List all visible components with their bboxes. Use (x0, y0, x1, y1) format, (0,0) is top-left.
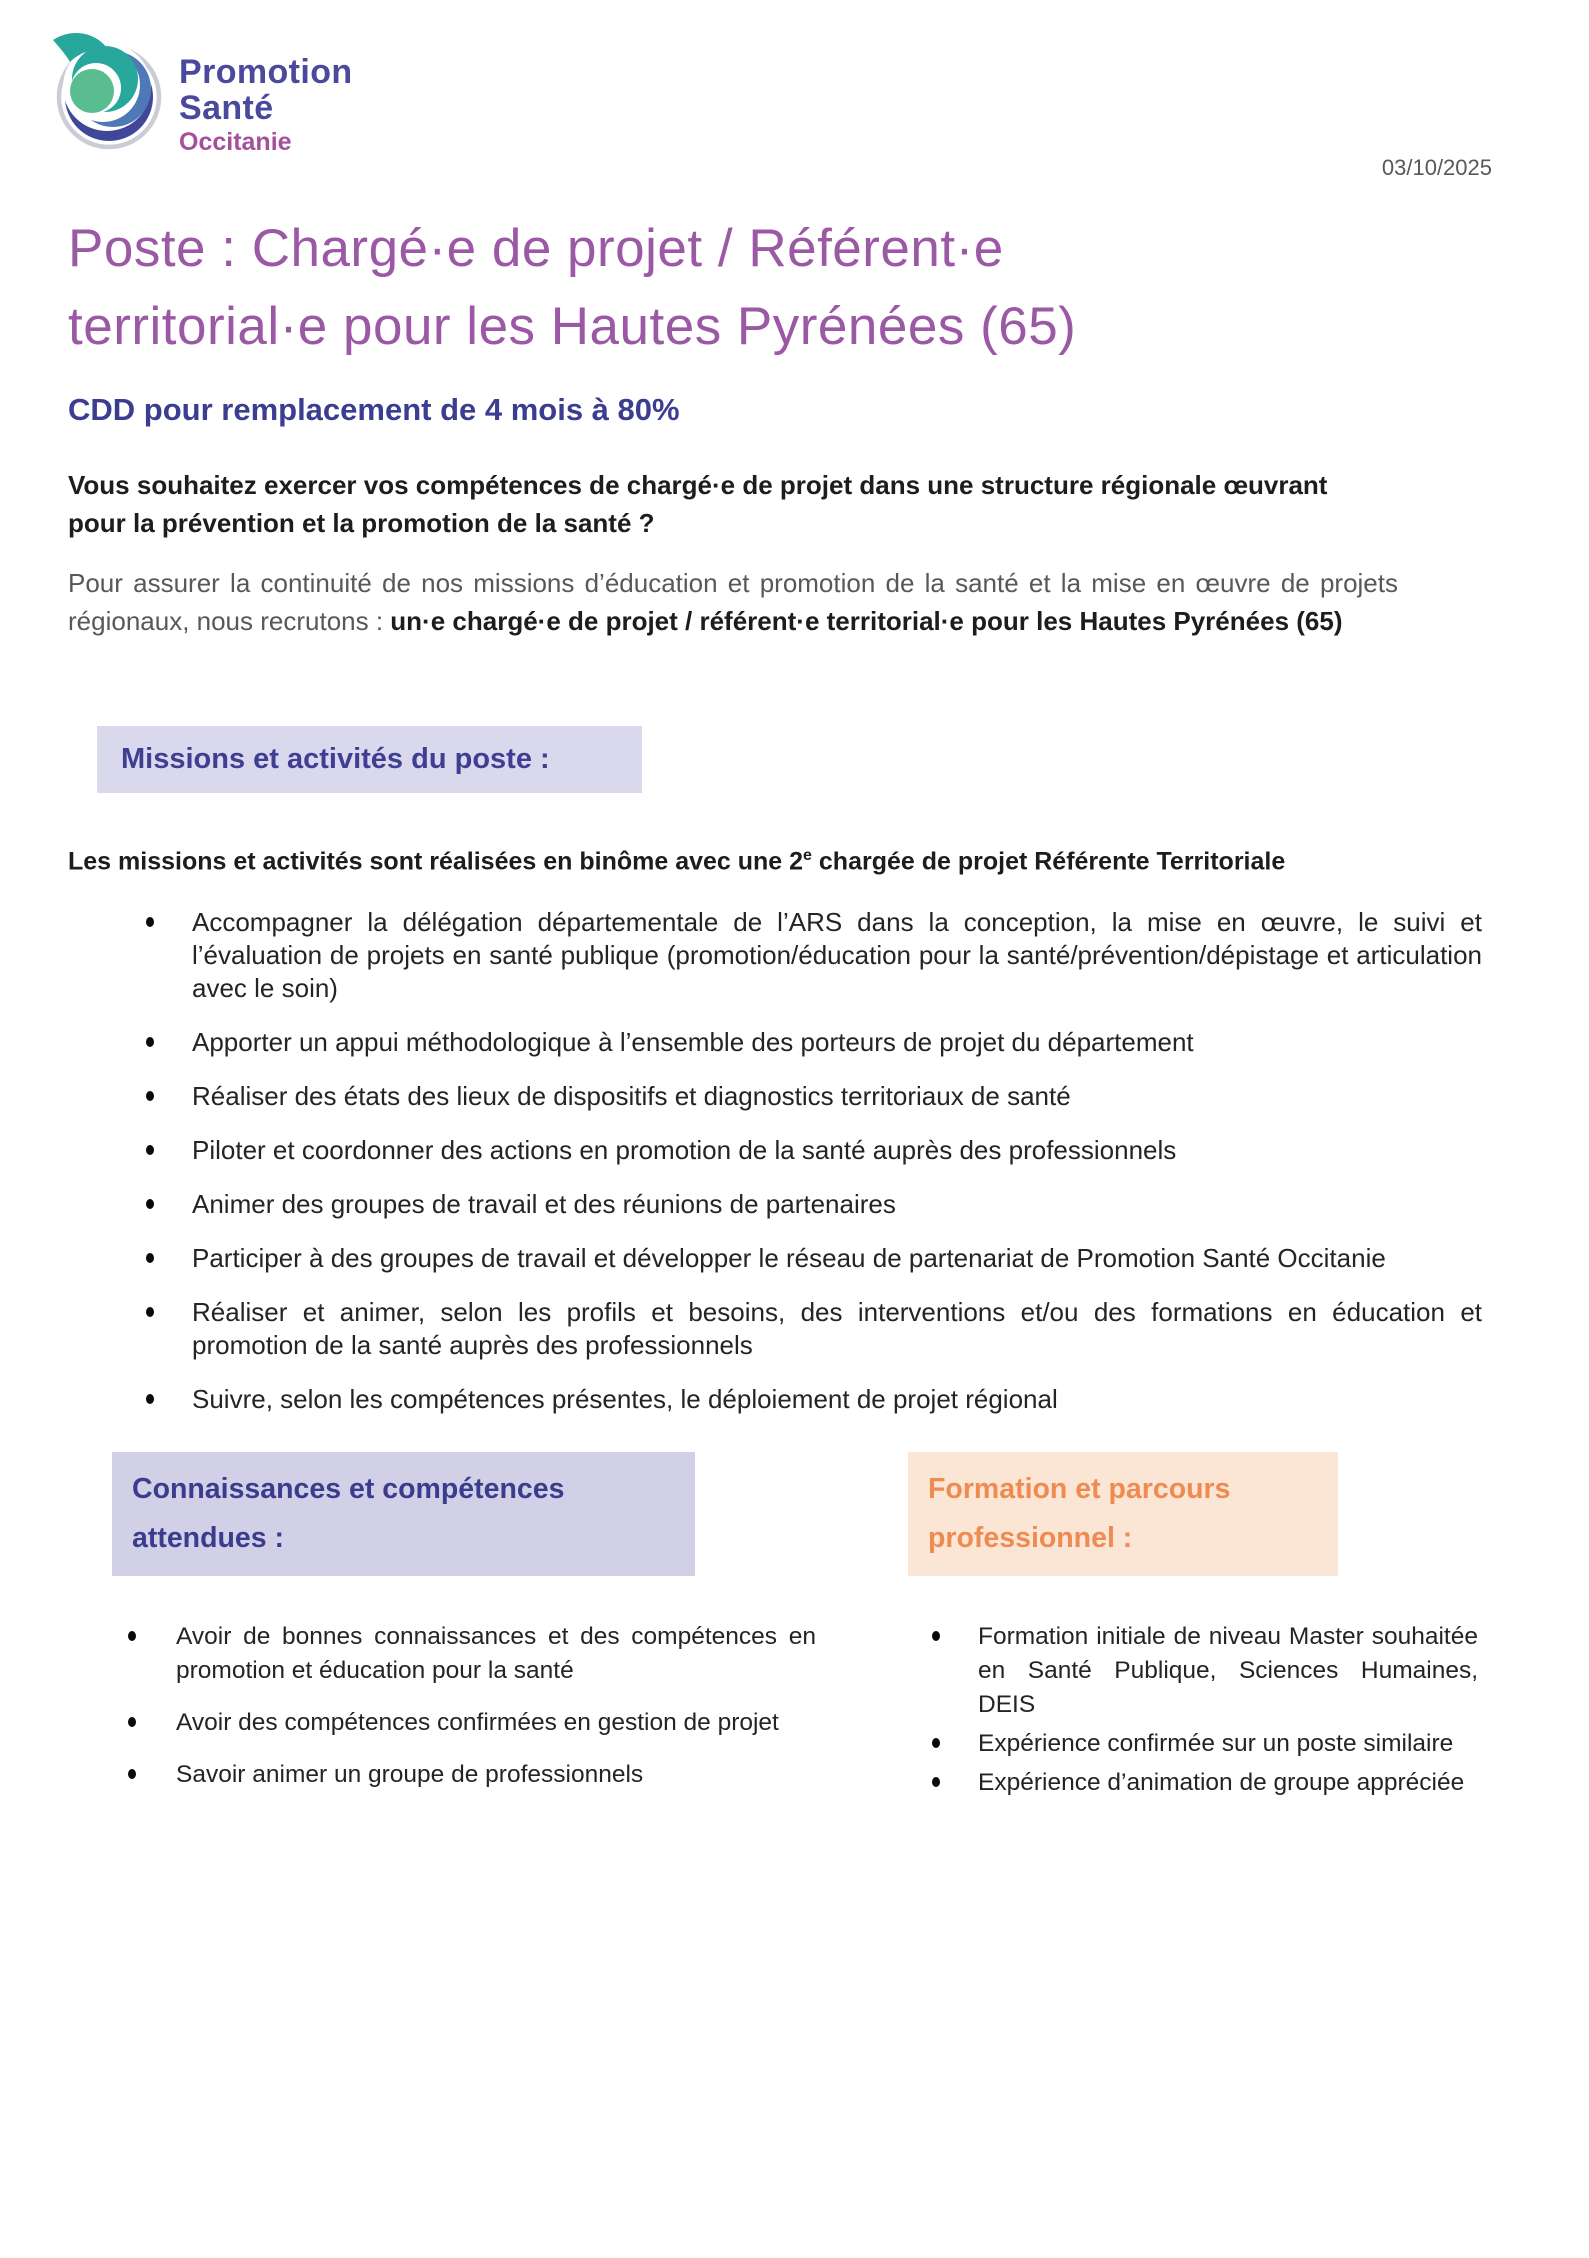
missions-section-title: Missions et activités du poste : (121, 742, 550, 775)
missions-section-header (97, 726, 642, 793)
competences-column (112, 1452, 908, 1810)
competences-section-title: Connaissances et compétences attendues : (132, 1473, 565, 1555)
list-item: Animer des groupes de travail et des réunions de partenaires (68, 1188, 1482, 1221)
list-item: Piloter et coordonner des actions en promotion de la santé auprès des professionnels (68, 1134, 1482, 1167)
intro-paragraph (68, 564, 1398, 640)
page-title (68, 210, 1519, 366)
list-item: Avoir des compétences confirmées en gestion de projet (112, 1706, 816, 1740)
logo-text-occitanie: Occitanie (179, 128, 292, 157)
competences-section-header (112, 1452, 695, 1576)
list-item: Formation initiale de niveau Master souhaitée en Santé Publique, Sciences Humaines, DEIS (908, 1620, 1478, 1722)
list-item: Expérience confirmée sur un poste similaire (908, 1727, 1478, 1761)
list-item: Participer à des groupes de travail et développer le réseau de partenariat de Promotion Santé Occitanie (68, 1242, 1482, 1275)
missions-intro-line (68, 847, 1519, 876)
missions-intro-suffix: chargée de projet Référente Territoriale (811, 847, 1286, 876)
document-date: 03/10/2025 (1381, 155, 1492, 180)
formation-section-header (908, 1452, 1338, 1576)
missions-list (68, 906, 1482, 1416)
list-item: Réaliser des états des lieux de dispositifs et diagnostics territoriaux de santé (68, 1080, 1482, 1113)
formation-column (908, 1452, 1508, 1810)
list-item: Savoir animer un groupe de professionnels (112, 1758, 816, 1792)
list-item: Suivre, selon les compétences présentes, le déploiement de projet régional (68, 1383, 1482, 1416)
competences-list (112, 1620, 816, 1792)
page-title-line1: Poste : Chargé·e de projet / Référent·e (68, 219, 1004, 278)
logo-text-sante: Santé (179, 89, 274, 128)
contract-subtitle: CDD pour remplacement de 4 mois à 80% (68, 391, 680, 427)
list-item: Accompagner la délégation départementale de l’ARS dans la conception, la mise en œuvre, le suivi et l’évaluation de projets en santé publique (promotion/éducation pour la santé/prévention/dépistage et articulation avec le soin) (68, 906, 1482, 1005)
page-title-line2: territorial·e pour les Hautes Pyrénées (65) (68, 296, 1077, 356)
logo-text-promotion: Promotion (179, 53, 353, 91)
logo-wordmark (179, 28, 353, 156)
list-item: Expérience d’animation de groupe appréciée (908, 1766, 1478, 1800)
list-item: Apporter un appui méthodologique à l’ensemble des porteurs de projet du département (68, 1026, 1482, 1059)
requirements-columns (112, 1452, 1589, 1810)
list-item: Avoir de bonnes connaissances et des compétences en promotion et éducation pour la santé (112, 1620, 816, 1688)
intro-paragraph-bold: un·e chargé·e de projet / référent·e territorial·e pour les Hautes Pyrénées (65) (390, 605, 1343, 636)
list-item: Réaliser et animer, selon les profils et besoins, des interventions et/ou des formations en éducation et promotion de la santé auprès des professionnels (68, 1296, 1482, 1362)
intro-paragraph-text: Pour assurer la continuité de nos missions d’éducation et promotion de la santé et la mise en œuvre de projets régionaux, nous recrutons : (68, 567, 1398, 636)
formation-section-title: Formation et parcours professionnel : (928, 1473, 1231, 1555)
promotion-sante-logo-icon (45, 28, 169, 150)
header (0, 0, 1589, 157)
missions-intro-superscript: e (803, 846, 812, 864)
intro-question: Vous souhaitez exercer vos compétences de chargé·e de projet dans une structure régionale œuvrant pour la prévention et la promotion de la santé ? (68, 469, 1328, 538)
missions-intro-prefix: Les missions et activités sont réalisées en binôme avec une 2 (68, 847, 804, 876)
formation-list (908, 1620, 1478, 1800)
